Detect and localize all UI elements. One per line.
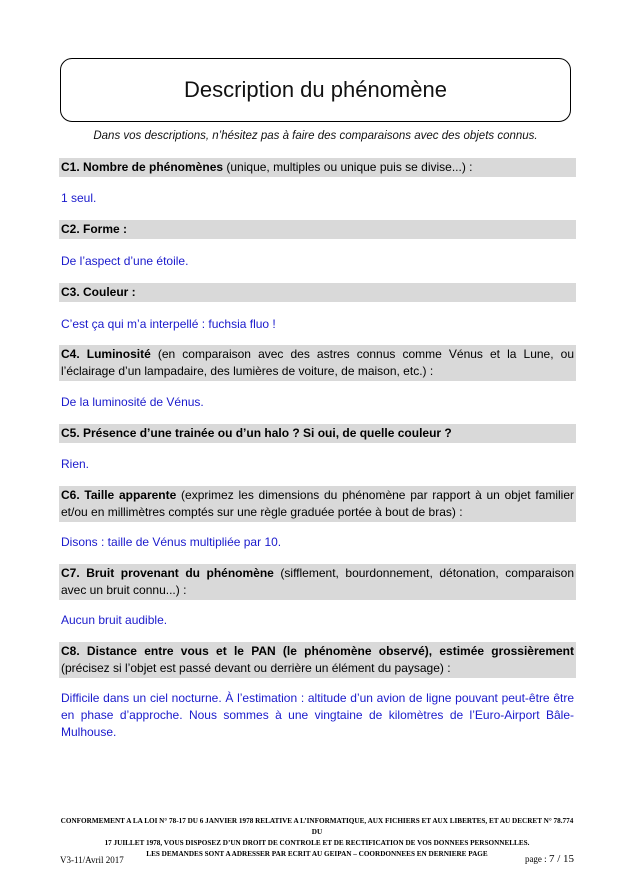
question-detail: (exprimez les dimensions du phénomène par rapport à un objet familier et/ou en millimètres comptés sur une règle graduée portée à bout de bras) :	[61, 488, 575, 519]
question-c3	[59, 283, 576, 302]
question-c2	[59, 220, 576, 239]
version-label: V3-11/Avril 2017	[60, 855, 124, 865]
answer-c8: Difficile dans un ciel nocturne. À l’estimation : altitude d’un avion de ligne pouvant peut-être être en phase d’approche. Nous sommes à une vingtaine de kilomètres de l’Euro-Airport Bâle-Mulhouse.	[61, 691, 574, 739]
page-indicator	[525, 853, 574, 865]
subtitle: Dans vos descriptions, n’hésitez pas à faire des comparaisons avec des objets connus.	[93, 130, 538, 142]
answer-c5: Rien.	[61, 457, 90, 471]
page-title: Description du phénomène	[60, 58, 571, 122]
question-label: C2. Forme :	[61, 222, 128, 236]
answer-c2: De l’aspect d’une étoile.	[61, 254, 189, 268]
page-number: 7 / 15	[548, 853, 574, 865]
question-c1	[59, 158, 576, 177]
question-detail: (unique, multiples ou unique puis se divise...) :	[223, 160, 473, 174]
question-c7	[59, 564, 576, 600]
question-label: C7. Bruit provenant du phénomène	[61, 566, 274, 580]
question-detail: (sifflement, bourdonnement, détonation, comparaison avec un bruit connu...) :	[61, 566, 574, 597]
question-c5	[59, 424, 576, 443]
question-label: C5. Présence d’une trainée ou d’un halo ? Si oui, de quelle couleur ?	[61, 426, 452, 440]
question-label: C8. Distance entre vous et le PAN (le phénomène observé), estimée grossièrement	[61, 644, 574, 658]
legal-notice	[60, 816, 574, 860]
question-c8	[59, 642, 576, 678]
legal-line: CONFORMEMENT A LA LOI N° 78-17 DU 6 JANVIER 1978 RELATIVE A L’INFORMATIQUE, AUX FICHIERS ET AUX LIBERTES, ET AU DECRET N° 78.774 DU	[60, 817, 574, 836]
answer-c4: De la luminosité de Vénus.	[61, 395, 204, 409]
legal-line: 17 JUILLET 1978, VOUS DISPOSEZ D’UN DROIT DE CONTROLE ET DE RECTIFICATION DE VOS DONNEES PERSONNELLES.	[104, 839, 530, 847]
page-label: page :	[524, 854, 547, 864]
question-label: C1. Nombre de phénomènes	[61, 160, 224, 174]
answer-c7: Aucun bruit audible.	[61, 613, 168, 627]
answer-c3: C’est ça qui m’a interpellé : fuchsia fluo !	[61, 317, 276, 331]
question-c6	[59, 486, 576, 522]
question-label: C6. Taille apparente	[61, 488, 177, 502]
question-c4	[59, 345, 576, 381]
answer-c1: 1 seul.	[61, 191, 97, 205]
legal-line: LES DEMANDES SONT A ADRESSER PAR ECRIT AU GEIPAN – COORDONNEES EN DERNIERE PAGE	[146, 850, 488, 858]
question-detail: (en comparaison avec des astres connus comme Vénus et la Lune, ou l’éclairage d’un lampadaire, des lumières de voiture, de maison, etc.) :	[61, 347, 574, 378]
question-detail: (précisez si l’objet est passé devant ou derrière un élément du paysage) :	[61, 661, 451, 675]
question-label: C4. Luminosité	[61, 347, 151, 361]
question-label: C3. Couleur :	[61, 285, 136, 299]
answer-c6: Disons : taille de Vénus multipliée par 10.	[61, 535, 282, 549]
